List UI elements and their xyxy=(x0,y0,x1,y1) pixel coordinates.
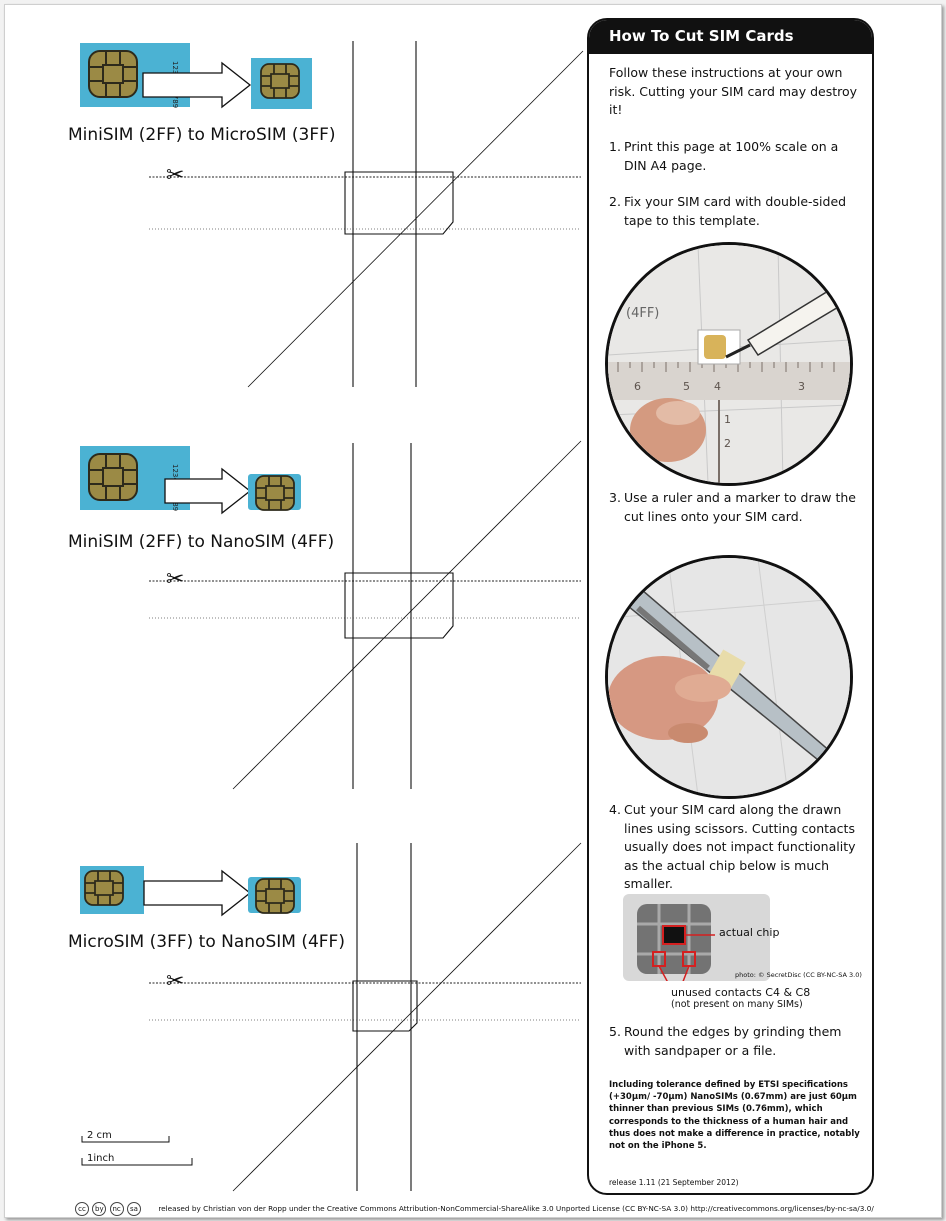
section-1-illustration xyxy=(80,43,312,109)
scissors-icon: ✂ xyxy=(166,163,185,188)
step-2 xyxy=(609,193,859,230)
step-3 xyxy=(609,489,859,526)
step-text: Fix your SIM card with double-sided tape to this template. xyxy=(624,194,847,228)
photo-credit: photo: © SecretDisc (CC BY-NC-SA 3.0) xyxy=(735,971,862,979)
risk-warning: Follow these instructions at your own risk. Cutting your SIM card may destroy it! xyxy=(609,65,858,117)
step-text: Cut your SIM card along the drawn lines using scissors. Cutting contacts usually does not impact functionality as the actual chip below is much smaller. xyxy=(624,802,856,891)
license-text: released by Christian von der Ropp under the Creative Commons Attribution-NonCommercial-ShareAlike 3.0 Unported License (CC BY-NC-SA 3.0) http://creativecommons.org/licenses/by-nc-sa/3.0/ xyxy=(158,1204,874,1213)
sa-icon: sa xyxy=(127,1202,141,1216)
ruler-digit: 5 xyxy=(683,380,690,393)
step-number: 1. xyxy=(609,139,621,154)
tolerance-note: Including tolerance defined by ETSI specifications (+30µm/ -70µm) NanoSIMs (0.67mm) are just 60µm thinner than previous SIMs (0.76mm), which corresponds to the thickness of a human hair and thus does not make a difference in practice, notably not on the iPhone 5. xyxy=(609,1080,860,1152)
ruler-digit: 3 xyxy=(798,380,805,393)
cm-scale-label: 2 cm xyxy=(87,1130,112,1141)
ruler-digit: 2 xyxy=(724,437,731,450)
scissors-icon: ✂ xyxy=(166,567,185,592)
section-2-illustration xyxy=(80,446,301,513)
step-4 xyxy=(609,801,859,894)
ruler-digit: 6 xyxy=(634,380,641,393)
inch-scale-label: 1inch xyxy=(87,1153,115,1164)
unused-contacts-label: unused contacts C4 & C8 xyxy=(671,986,811,999)
step-text: Print this page at 100% scale on a DIN A4 page. xyxy=(624,139,839,173)
marking-photo-image xyxy=(608,245,850,483)
cutting-photo-image xyxy=(608,558,850,796)
license-footer xyxy=(75,1202,935,1218)
section-3-illustration xyxy=(80,866,301,915)
step-text: Round the edges by grinding them with sandpaper or a file. xyxy=(624,1024,842,1058)
unused-contacts-note: (not present on many SIMs) xyxy=(671,999,803,1010)
template-page xyxy=(4,4,942,1218)
step-number: 4. xyxy=(609,802,621,817)
actual-chip-label: actual chip xyxy=(719,926,780,939)
step-number: 3. xyxy=(609,490,621,505)
section-title-mini-to-micro: MiniSIM (2FF) to MicroSIM (3FF) xyxy=(68,125,336,145)
release-version: release 1.11 (21 September 2012) xyxy=(609,1178,739,1187)
nc-icon: nc xyxy=(110,1202,124,1216)
by-icon: by xyxy=(92,1202,106,1216)
ruler-digit: 4 xyxy=(714,380,721,393)
section-title-mini-to-nano: MiniSIM (2FF) to NanoSIM (4FF) xyxy=(68,532,335,552)
cutting-photo xyxy=(605,555,853,799)
instructions-panel xyxy=(587,18,874,1195)
panel-title: How To Cut SIM Cards xyxy=(609,27,794,45)
scissors-icon: ✂ xyxy=(166,969,185,994)
ruler-digit: 1 xyxy=(724,413,731,426)
section-title-micro-to-nano: MicroSIM (3FF) to NanoSIM (4FF) xyxy=(68,932,345,952)
step-5 xyxy=(609,1023,859,1060)
step-number: 5. xyxy=(609,1024,621,1039)
step-text: Use a ruler and a marker to draw the cut lines onto your SIM card. xyxy=(624,490,856,524)
cc-icon: cc xyxy=(75,1202,89,1216)
panel-header xyxy=(589,20,872,54)
step-1 xyxy=(609,138,859,175)
marking-photo xyxy=(605,242,853,486)
step-number: 2. xyxy=(609,194,621,209)
photo-label-4ff: (4FF) xyxy=(626,306,660,321)
